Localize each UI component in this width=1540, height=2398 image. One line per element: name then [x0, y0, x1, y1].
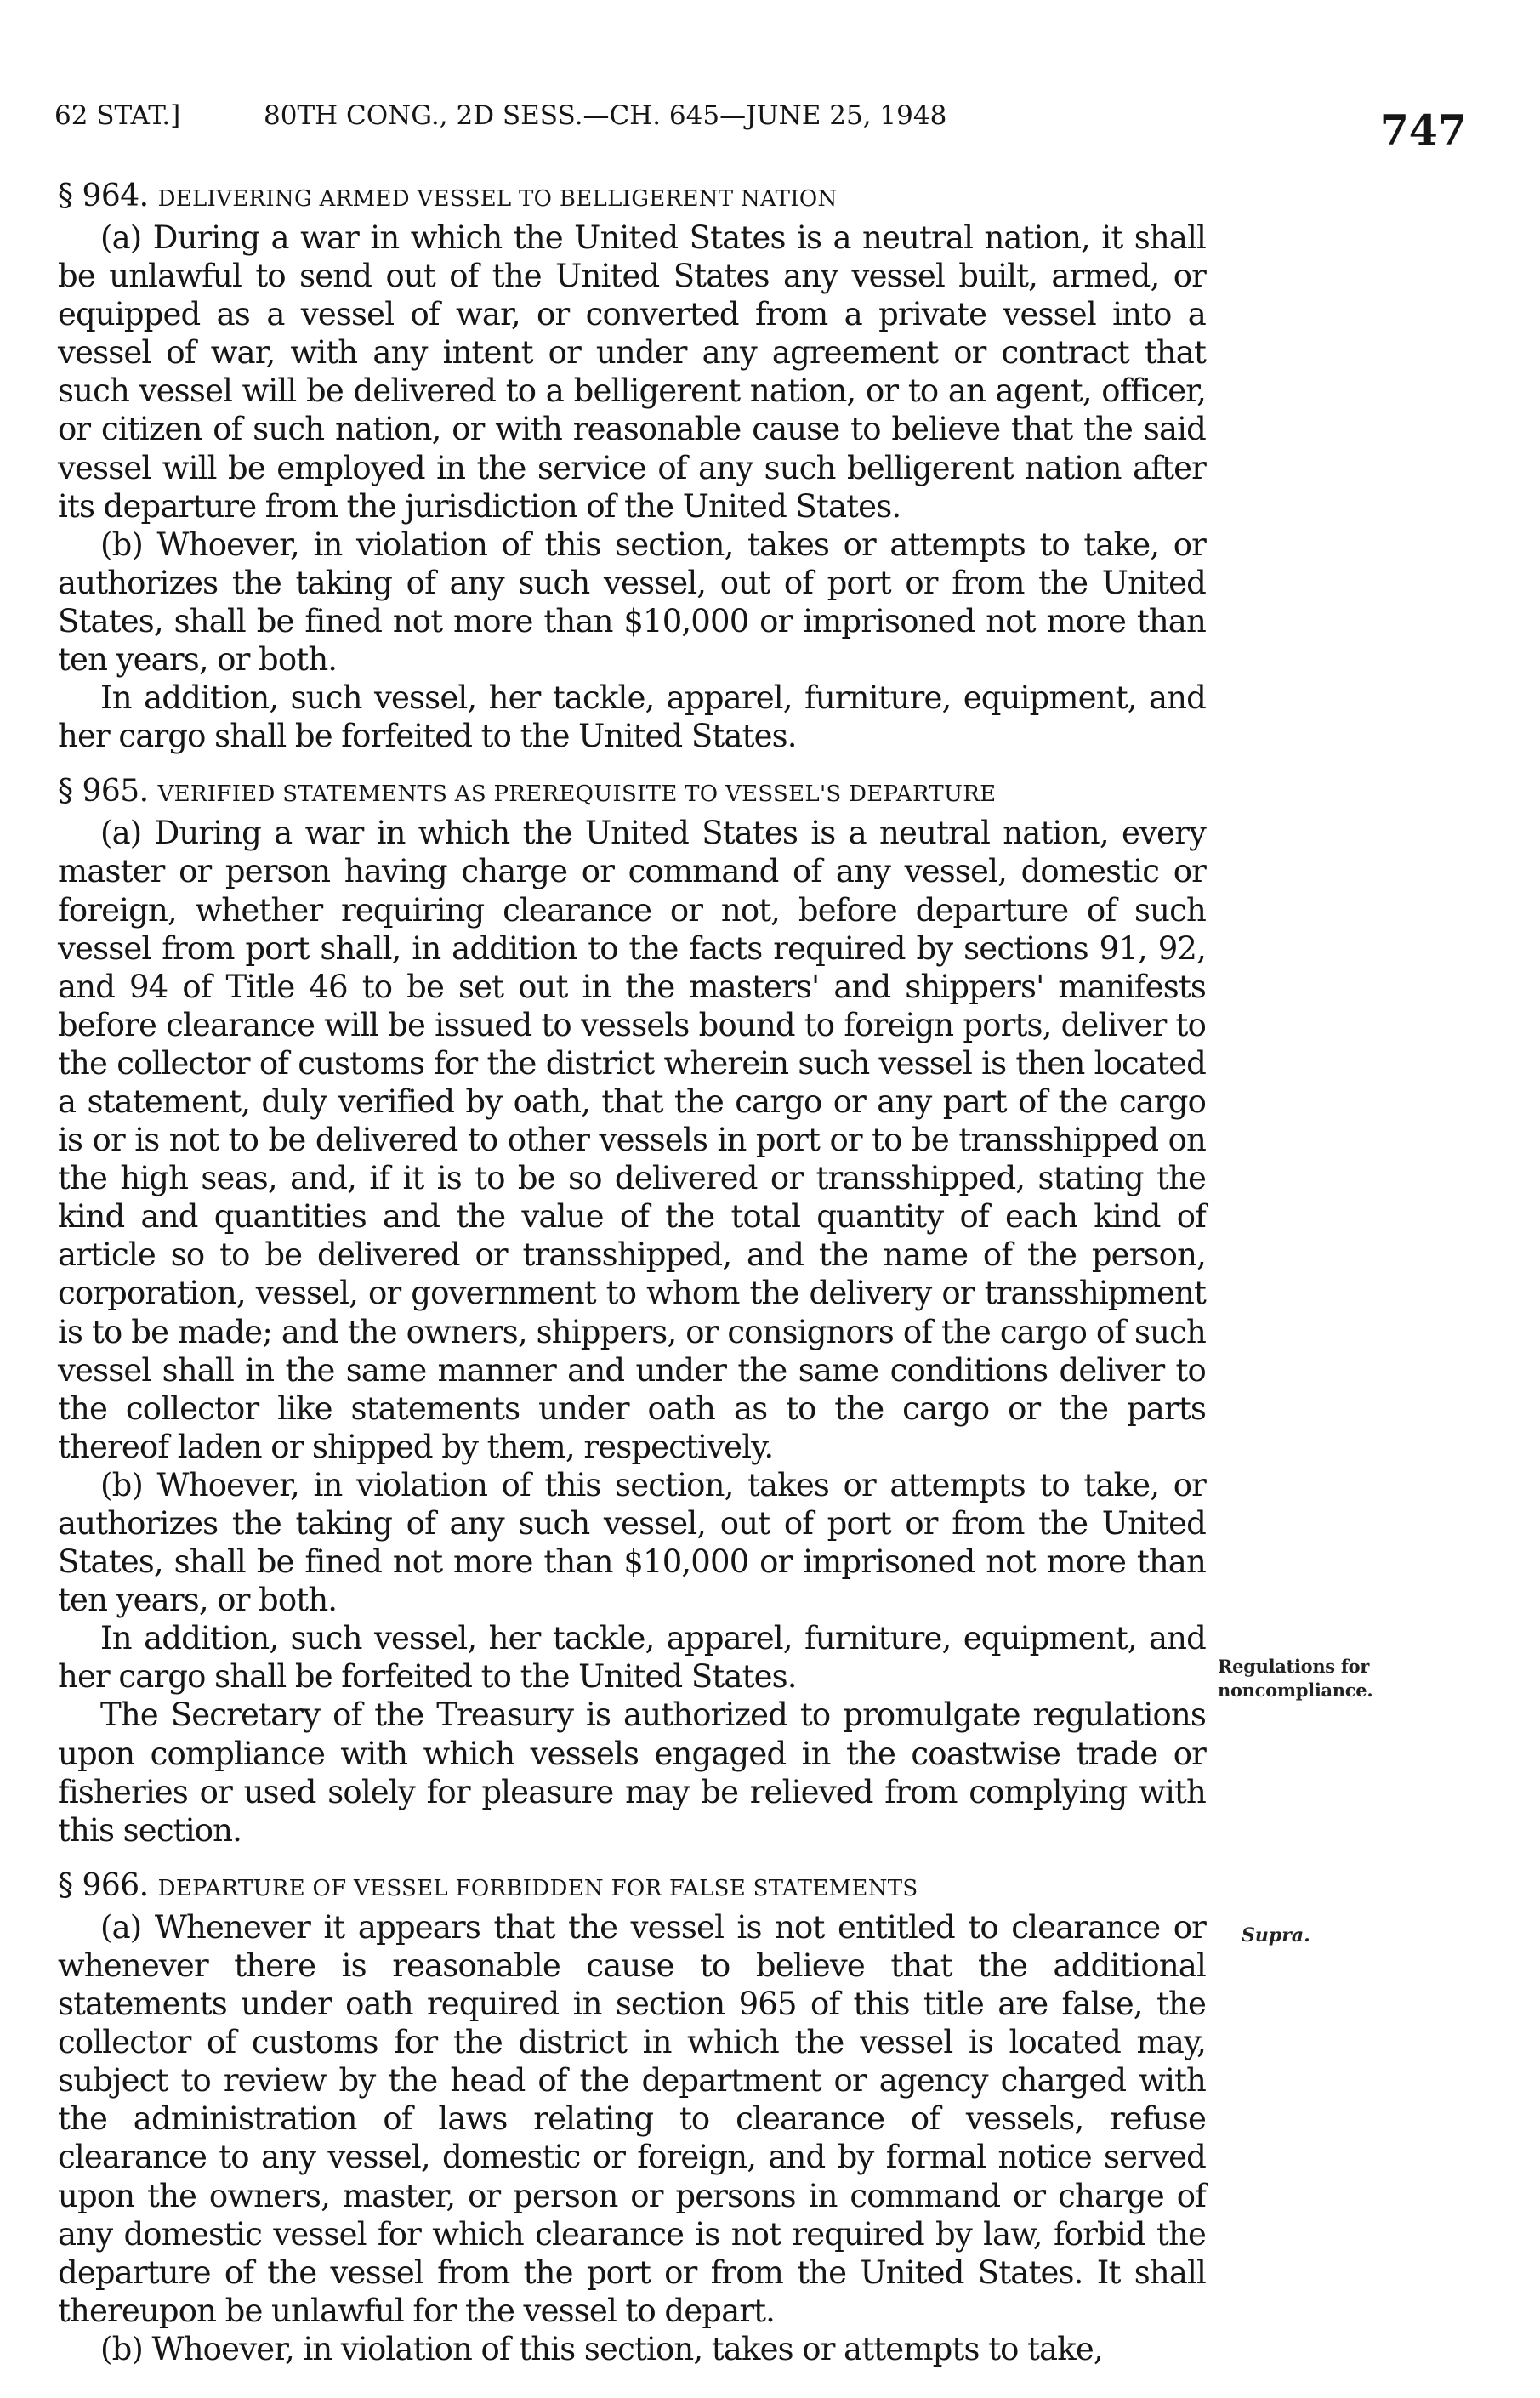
paragraph: (a) During a war in which the United States is a neutral nation, every master or person having charge or command of any vessel, domestic or foreign, whether requiring clearance or not, before departure of such vessel from port shall, in addition to the facts required by sections 91, 92, and 94 of Title 46 to be set out in the masters' and shippers' manifests before clearance will be issued to vessels bound to foreign ports, deliver to the collector of customs for the district wherein such vessel is then located a statement, duly verified by oath, that the cargo or any part of the cargo is or is not to be delivered to other vessels in port or to be transshipped on the high seas, and, if it is to be so delivered or transshipped, stating the kind and quantities and the value of the total quantity of each kind of article so to be delivered or transshipped, and the name of the person, corporation, vessel, or government to whom the delivery or transshipment is to be made; and the owners, shippers, or consignors of the cargo of such vessel shall in the same manner and under the same conditions deliver to the collector like statements under oath as to the cargo or the parts thereof laden or shipped by them, respectively. [58, 815, 1206, 1465]
paragraph: The Secretary of the Treasury is authorized to promulgate regulations upon compliance with which vessels engaged in the coastwise trade or fisheries or used solely for pleasure may be relieved from complying with this section. [58, 1696, 1206, 1849]
section-number: § 964. [58, 179, 149, 213]
spacer [58, 1850, 1206, 1867]
section-heading [58, 1867, 1206, 1908]
paragraph: (a) During a war in which the United States is a neutral nation, it shall be unlawful to send out of the United States any vessel built, armed, or equipped as a vessel of war, or converted from a private vessel into a vessel of war, with any intent or under any agreement or contract that such vessel will be delivered to a belligerent nation, or to an agent, officer, or citizen of such nation, or with reasonable cause to believe that the said vessel will be employed in the service of any such belligerent nation after its departure from the jurisdiction of the United States. [58, 219, 1206, 525]
section-title: DELIVERING ARMED VESSEL TO BELLIGERENT NATION [157, 186, 838, 212]
stat-citation: 62 STAT.] [54, 100, 181, 131]
statute-body [58, 177, 1206, 2368]
section-number: § 965. [58, 774, 149, 810]
section-title: VERIFIED STATEMENTS AS PREREQUISITE TO VESSEL'S DEPARTURE [157, 781, 997, 808]
section-heading [58, 772, 1206, 814]
page-number: 747 [1379, 105, 1467, 155]
paragraph: (b) Whoever, in violation of this section, takes or attempts to take, or authorizes the taking of any such vessel, out of port or from the United States, shall be fined not more than $10,000 or imprisoned not more than ten years, or both. [58, 1466, 1206, 1619]
section-964 [58, 177, 1206, 755]
margin-note-regulations: Regulations for noncompliance. [1218, 1656, 1373, 1701]
paragraph: (b) Whoever, in violation of this section, takes or attempts to take, or authorizes the taking of any such vessel, out of port or from the United States, shall be fined not more than $10,000 or imprisoned not more than ten years, or both. [58, 526, 1206, 679]
spacer [58, 755, 1206, 772]
paragraph: In addition, such vessel, her tackle, apparel, furniture, equipment, and her cargo shall be forfeited to the United States. [58, 1620, 1206, 1696]
margin-note-supra: Supra. [1242, 1924, 1310, 1946]
paragraph: In addition, such vessel, her tackle, apparel, furniture, equipment, and her cargo shall be forfeited to the United States. [58, 679, 1206, 755]
section-title: DEPARTURE OF VESSEL FORBIDDEN FOR FALSE STATEMENTS [157, 1875, 918, 1901]
paragraph: (a) Whenever it appears that the vessel is not entitled to clearance or whenever there is reasonable cause to believe that the additional statements under oath required in section 965 of this title are false, the collector of customs for the district in which the vessel is located may, subject to review by the head of the department or agency charged with the administration of laws relating to clearance of vessels, refuse clearance to any vessel, domestic or foreign, and by formal notice served upon the owners, master, or person or persons in command or charge of any domestic vessel for which clearance is not required by law, forbid the departure of the vessel from the port or from the United States. It shall thereupon be unlawful for the vessel to depart. [58, 1908, 1206, 2329]
section-965 [58, 772, 1206, 1850]
section-966 [58, 1867, 1206, 2368]
session-heading: 80TH CONG., 2D SESS.—CH. 645—JUNE 25, 1948 [264, 100, 947, 131]
section-heading [58, 177, 1206, 219]
paragraph: (b) Whoever, in violation of this section, takes or attempts to take, [100, 2330, 1103, 2367]
section-number: § 966. [58, 1867, 149, 1903]
